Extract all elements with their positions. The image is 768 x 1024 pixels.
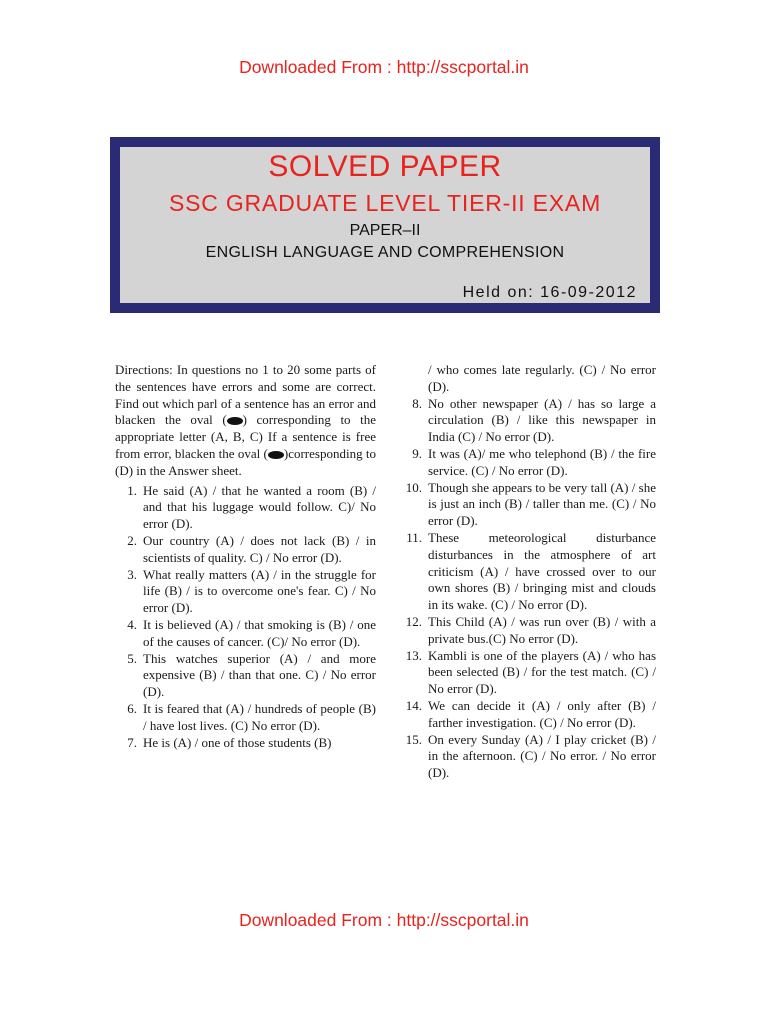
question-text: These meteorological disturbance disturbances in the atmosphere of art criticism (A) / have crossed over to our own shores (B) / bringing mist and clouds in its wake. (C) / No error (D).: [428, 529, 656, 613]
question-number: 8.: [412, 395, 422, 411]
question-continuation: / who comes late regularly. (C) / No error (D).: [428, 362, 656, 394]
filled-oval-icon: [227, 417, 243, 425]
question-text: Our country (A) / does not lack (B) / in scientists of quality. C) / No error (D).: [143, 532, 376, 565]
question-text: This watches superior (A) / and more expensive (B) / than that one. C) / No error (D).: [143, 650, 376, 700]
question-number: 13.: [405, 647, 422, 663]
question-item: [400, 732, 656, 782]
exam-name: SSC GRADUATE LEVEL TIER-II EXAM: [168, 190, 602, 216]
paper-number: PAPER–II: [349, 222, 421, 239]
question-text: It was (A)/ me who telephond (B) / the fire service. (C) / No error (D).: [428, 445, 656, 478]
question-number: 11.: [406, 529, 422, 545]
question-number: 9.: [412, 445, 422, 461]
directions-text-1: Directions: In questions no 1 to 20 some parts of the sentences have errors and some are correct. Find out which parl of a sentence has an error and blacken the oval (: [115, 362, 376, 428]
question-item: [400, 446, 656, 480]
title-banner-inner: [120, 147, 650, 303]
question-number: 2.: [127, 532, 137, 548]
question-number: 1.: [127, 482, 137, 498]
download-notice-top: Downloaded From : http://sscportal.in: [239, 57, 529, 77]
question-item: [115, 567, 376, 617]
paper-subject: ENGLISH LANGUAGE AND COMPREHENSION: [205, 244, 565, 261]
paper-title: SOLVED PAPER: [268, 150, 502, 183]
question-number: 5.: [127, 650, 137, 666]
question-text: He is (A) / one of those students (B): [143, 734, 332, 750]
question-text: No other newspaper (A) / has so large a circulation (B) / like this newspaper in India (C) / No error (D).: [428, 395, 656, 445]
question-item: [400, 614, 656, 648]
title-banner: [110, 137, 660, 313]
question-text: It is feared that (A) / hundreds of people (B) / have lost lives. (C) No error (D).: [143, 700, 376, 733]
question-text: Kambli is one of the players (A) / who has been selected (B) / for the test match. (C) / No error (D).: [428, 647, 656, 697]
question-item: [400, 648, 656, 698]
question-text: Though she appears to be very tall (A) / she is just an inch (B) / taller than me. (C) / No error (D).: [428, 479, 656, 529]
question-number: 15.: [405, 731, 422, 747]
question-item: [115, 651, 376, 701]
directions-text-3: )corresponding to (D) in the Answer sheet.: [115, 445, 377, 478]
question-number: 6.: [127, 700, 137, 716]
question-item: [400, 396, 656, 446]
question-number: 12.: [405, 613, 422, 629]
question-item: [115, 735, 376, 752]
question-item: [115, 701, 376, 735]
question-text: This Child (A) / was run over (B) / with a private bus.(C) No error (D).: [428, 613, 656, 646]
exam-date: Held on: 16-09-2012: [462, 284, 637, 301]
question-item: [115, 533, 376, 567]
question-text: It is believed (A) / that smoking is (B) / one of the causes of cancer. (C)/ No error (D).: [143, 616, 376, 649]
question-text: What really matters (A) / in the struggle for life (B) / is to overcome one's fear. C) / No error (D).: [143, 566, 376, 616]
question-number: 7.: [127, 734, 137, 750]
question-text: We can decide it (A) / only after (B) / farther investigation. (C) / No error (D).: [428, 697, 656, 730]
directions-text-2: ) corresponding to the appropriate letter (A, B, C) If a sentence is free from error, blacken the oval (: [115, 412, 376, 461]
directions: [115, 362, 376, 480]
question-item: [400, 530, 656, 614]
download-notice-bottom: Downloaded From : http://sscportal.in: [239, 910, 529, 930]
question-text: He said (A) / that he wanted a room (B) / and that his luggage would follow. C)/ No error (D).: [143, 482, 376, 532]
question-number: 4.: [127, 616, 137, 632]
question-item: [115, 483, 376, 533]
question-text: On every Sunday (A) / I play cricket (B) / in the afternoon. (C) / No error. / No error (D).: [428, 731, 656, 781]
question-number: 3.: [127, 566, 137, 582]
left-column: [115, 362, 376, 751]
question-item: [115, 617, 376, 651]
question-item: [400, 698, 656, 732]
right-column: [400, 362, 656, 782]
question-number: 10.: [405, 479, 422, 495]
filled-oval-icon: [268, 451, 284, 459]
question-number: 14.: [405, 697, 422, 713]
question-item: [400, 480, 656, 530]
